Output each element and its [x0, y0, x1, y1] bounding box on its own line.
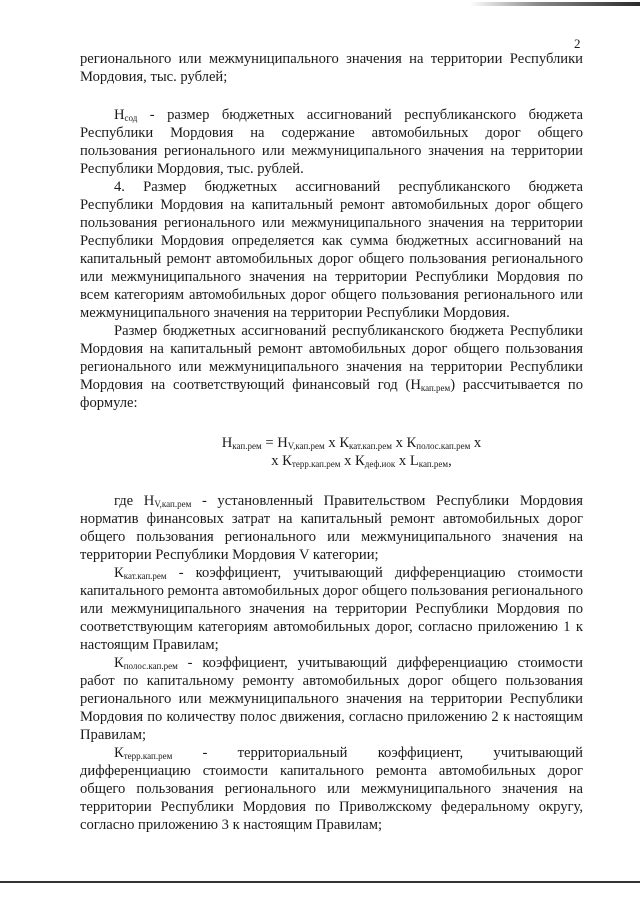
formula-line-1: $Н_{кап.рем} = Н_{V,кап.рем}$ x $К_{кат.кап.рем}$ x $К_{полос.кап.рем}$ x	[221, 435, 482, 451]
definition-k-kat	[80, 564, 583, 654]
page-number: 2	[574, 36, 581, 51]
symbol: Н	[114, 107, 125, 123]
symbol: К	[114, 745, 124, 761]
definition-n-v	[80, 492, 583, 564]
scan-edge-top	[470, 2, 640, 6]
definition-text: - размер бюджетных ассигнований республиканского бюджета Республики Мордовия на содержание автомобильных дорог общего пользования регионального или межмуниципального значения на территории Республики Мордовия, тыс. рублей.	[80, 107, 583, 177]
symbol-subscript: сод	[124, 113, 138, 123]
intro-text: Размер бюджетных ассигнований республиканского бюджета Республики Мордовия на капитальный ремонт автомобильных дорог общего пользования регионального или межмуниципального значения на территории Республики Мордовия на соответствующий финансовый год (Н	[80, 323, 583, 393]
symbol-subscript: V,кап.рем	[154, 499, 192, 509]
definition-text: - установленный Правительством Республики Мордовия норматив финансовых затрат на капитальный ремонт автомобильных дорог общего пользования регионального или межмуниципального значения на территории Республики Мордовия V категории;	[80, 493, 583, 563]
definition-text: - территориальный коэффициент, учитывающий дифференциацию стоимости капитального ремонта автомобильных дорог общего пользования регионального или межмуниципального значения на территории Республики Мордовия по Приволжскому федеральному округу, согласно приложению 3 к настоящим Правилам;	[80, 745, 583, 833]
symbol-subscript: кат.кап.рем	[123, 571, 167, 581]
symbol-subscript: терр.кап.рем	[123, 751, 173, 761]
paragraph-4: 4. Размер бюджетных ассигнований республиканского бюджета Республики Мордовия на капитальный ремонт автомобильных дорог общего пользования регионального или межмуниципального значения на территории Республики Мордовия определяется как сумма бюджетных ассигнований на капитальный ремонт автомобильных дорог общего пользования регионального или межмуниципального значения на территории Республики Мордовия по всем категориям автомобильных дорог общего пользования регионального или межмуниципального значения на территории Республики Мордовия.	[80, 179, 583, 321]
symbol: К	[114, 565, 124, 581]
definition-k-terr	[80, 744, 583, 834]
symbol-subscript: полос.кап.рем	[123, 661, 178, 671]
document-body	[80, 50, 583, 834]
paragraph: регионального или межмуниципального значения на территории Республики Мордовия, тыс. рублей;	[80, 51, 583, 85]
formula-line-2: x $К_{терр.кап.рем}$ x $К_{деф.иок}$ x $L_{кап.рем}$,	[271, 453, 452, 469]
formula	[80, 434, 583, 470]
paragraph-formula-intro	[80, 322, 583, 412]
symbol-subscript: кап.рем	[420, 383, 451, 393]
scan-edge-bottom	[0, 881, 640, 883]
definition-text: - коэффициент, учитывающий дифференциацию стоимости капитального ремонта автомобильных дорог общего пользования регионального или межмуниципального значения на территории Республики Мордовия по соответствующим категориям автомобильных дорог, согласно приложению 1 к настоящим Правилам;	[80, 565, 584, 653]
definition-k-polos	[80, 654, 583, 744]
definition-prefix: где Н	[114, 493, 155, 509]
definition-text: - коэффициент, учитывающий дифференциацию стоимости работ по капитальному ремонту автомобильных дорог общего пользования регионального или межмуниципального значения на территории Республики Мордовия по количеству полос движения, согласно приложению 2 к настоящим Правилам;	[80, 655, 583, 743]
intro-tail: ) рассчитывается по формуле:	[80, 377, 583, 411]
symbol: К	[114, 655, 124, 671]
definition-n-sod	[80, 106, 583, 178]
